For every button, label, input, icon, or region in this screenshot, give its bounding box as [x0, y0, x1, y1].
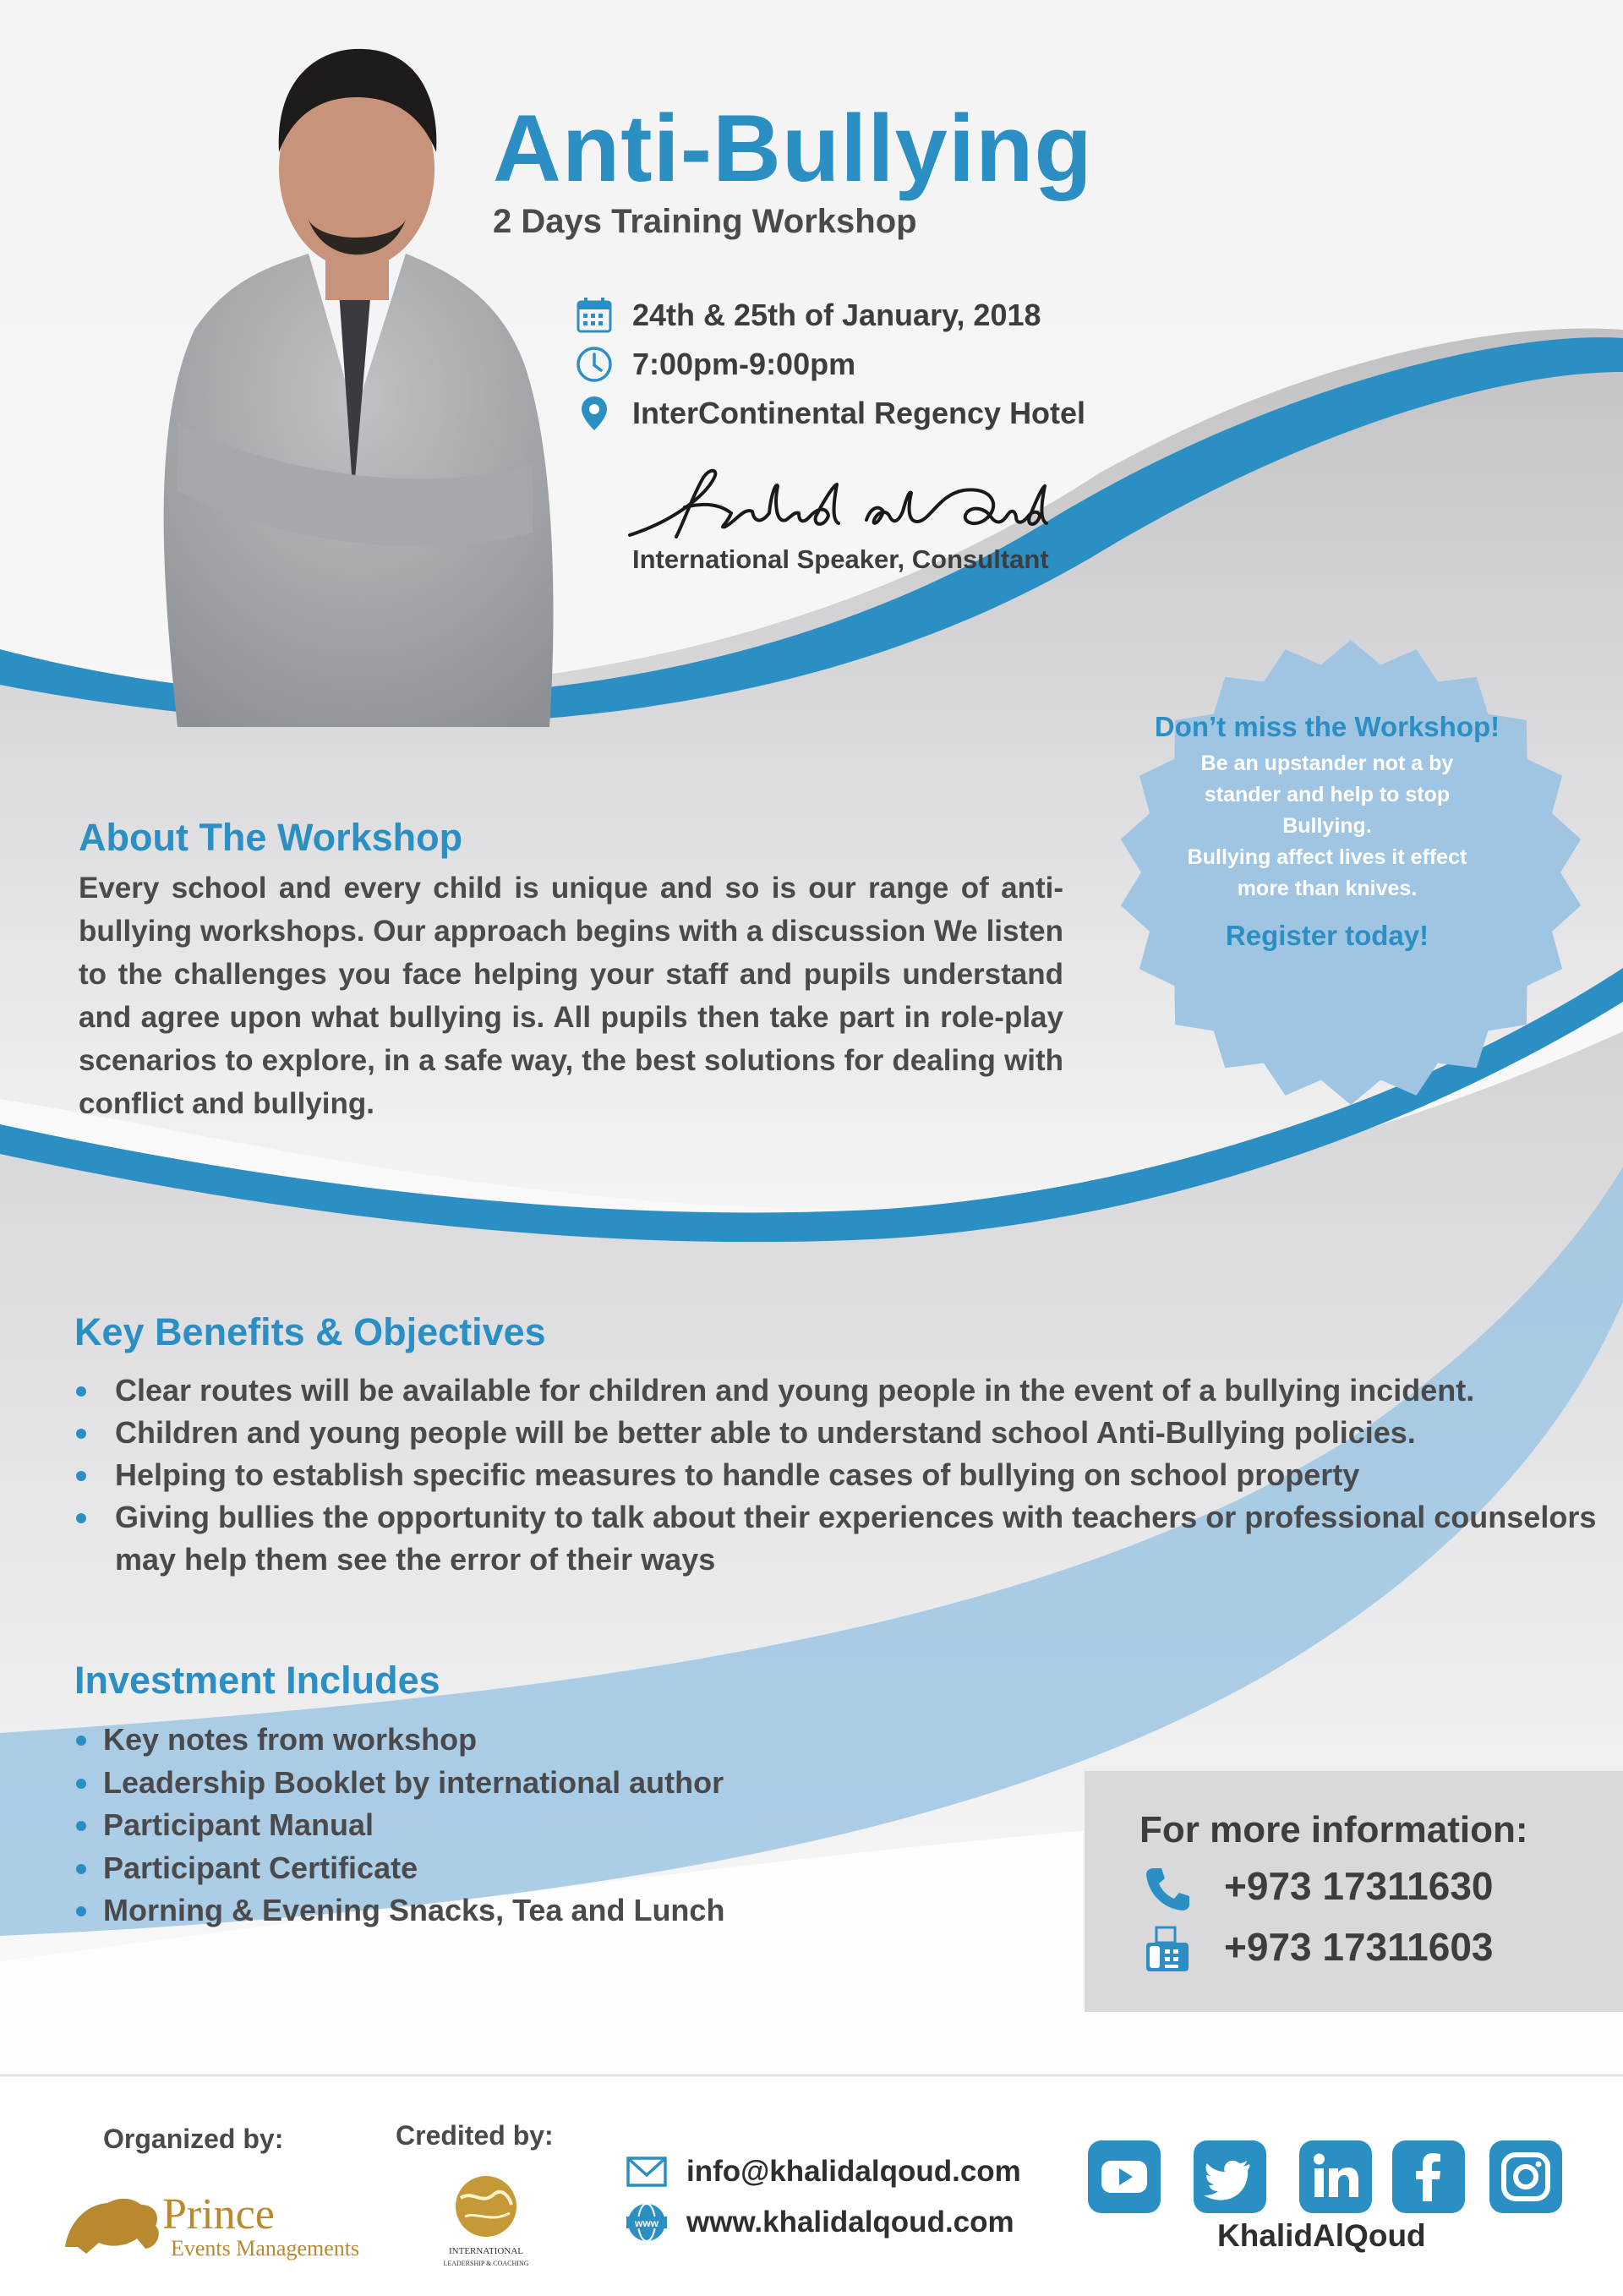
- event-time: 7:00pm-9:00pm: [632, 347, 856, 381]
- globe-icon: [624, 2200, 669, 2245]
- clock-icon: [575, 345, 614, 384]
- badge-line: Be an upstander not a by: [1200, 752, 1454, 775]
- speaker-role: International Speaker, Consultant: [632, 544, 1049, 574]
- svg-text:www: www: [634, 2217, 659, 2229]
- benefits-list: [76, 1369, 1598, 1581]
- venue-row: [632, 394, 1085, 433]
- badge-line: stander and help to stop: [1204, 783, 1451, 806]
- facebook-icon[interactable]: [1392, 2140, 1465, 2213]
- badge-heading: Don’t miss the Workshop!: [1154, 711, 1500, 742]
- page-subtitle: 2 Days Training Workshop: [493, 203, 917, 240]
- list-item: Participant Certificate: [76, 1847, 921, 1890]
- mail-icon: [624, 2149, 669, 2195]
- email-row: [624, 2149, 1021, 2195]
- list-item: Giving bullies the opportunity to talk about their experiences with teachers or professional counselors may help them see the error of their ways: [76, 1496, 1598, 1581]
- badge-line: more than knives.: [1237, 877, 1418, 900]
- email-link[interactable]: info@khalidalqoud.com: [686, 2155, 1021, 2188]
- badge-line: Bullying affect lives it effect: [1187, 845, 1467, 869]
- prince-logo: [61, 2179, 374, 2264]
- youtube-icon[interactable]: [1088, 2140, 1161, 2213]
- contact-title: For more information:: [1139, 1809, 1528, 1850]
- investment-list: [76, 1719, 921, 1932]
- phone-icon: [1141, 1863, 1194, 1916]
- fax-number[interactable]: +973 17311603: [1224, 1925, 1494, 1969]
- benefits-heading: Key Benefits & Objectives: [74, 1310, 546, 1353]
- location-pin-icon: [575, 394, 614, 433]
- phone-number[interactable]: +973 17311630: [1224, 1864, 1494, 1908]
- list-item: Helping to establish specific measures to handle cases of bullying on school property: [76, 1454, 1598, 1496]
- fax-icon: [1141, 1924, 1194, 1976]
- list-item: Morning & Evening Snacks, Tea and Lunch: [76, 1889, 921, 1932]
- list-item: Key notes from workshop: [76, 1719, 921, 1762]
- prince-name: Prince: [162, 2190, 275, 2239]
- svg-text:INTERNATIONAL: INTERNATIONAL: [449, 2246, 523, 2256]
- twitter-icon[interactable]: [1194, 2140, 1266, 2213]
- linkedin-icon[interactable]: [1299, 2140, 1372, 2213]
- list-item: Clear routes will be available for children and young people in the event of a bullying incident.: [76, 1369, 1598, 1412]
- social-handle[interactable]: KhalidAlQoud: [1217, 2218, 1426, 2253]
- badge-body: [1133, 748, 1522, 905]
- website-link[interactable]: www.khalidalqoud.com: [686, 2206, 1014, 2239]
- organized-by-label: Organized by:: [103, 2124, 284, 2154]
- signature-image: [626, 461, 1048, 545]
- date-row: [632, 296, 1041, 335]
- event-venue: InterContinental Regency Hotel: [632, 396, 1086, 430]
- event-date: 24th & 25th of January, 2018: [632, 298, 1041, 332]
- time-row: [632, 345, 855, 384]
- list-item: Leadership Booklet by international author: [76, 1762, 921, 1805]
- svg-text:LEADERSHIP & COACHING: LEADERSHIP & COACHING: [443, 2260, 529, 2267]
- list-item: Children and young people will be better able to understand school Anti-Bullying policies.: [76, 1412, 1598, 1454]
- page-title: Anti-Bullying: [493, 96, 1093, 201]
- credited-by-label: Credited by:: [396, 2120, 554, 2151]
- calendar-icon: [575, 296, 614, 335]
- badge-text: [1133, 712, 1522, 952]
- instagram-icon[interactable]: [1489, 2140, 1562, 2213]
- about-body: Every school and every child is unique and so is our range of anti-bullying workshops. Our approach begins with a discussion We listen to the challenges you face helping your staff and pupils understand and agree upon what bullying is. All pupils then take part in role-play scenarios to explore, in a safe way, the best solutions for dealing with conflict and bullying.: [79, 872, 1063, 1120]
- investment-heading: Investment Includes: [74, 1659, 440, 1702]
- badge-line: Bullying.: [1282, 814, 1372, 838]
- website-row: [624, 2200, 1014, 2245]
- prince-sub: Events Managements: [171, 2236, 360, 2260]
- about-heading: About The Workshop: [79, 816, 463, 859]
- register-cta[interactable]: Register today!: [1225, 920, 1429, 951]
- list-item: Participant Manual: [76, 1804, 921, 1847]
- ilc-logo: [427, 2156, 545, 2274]
